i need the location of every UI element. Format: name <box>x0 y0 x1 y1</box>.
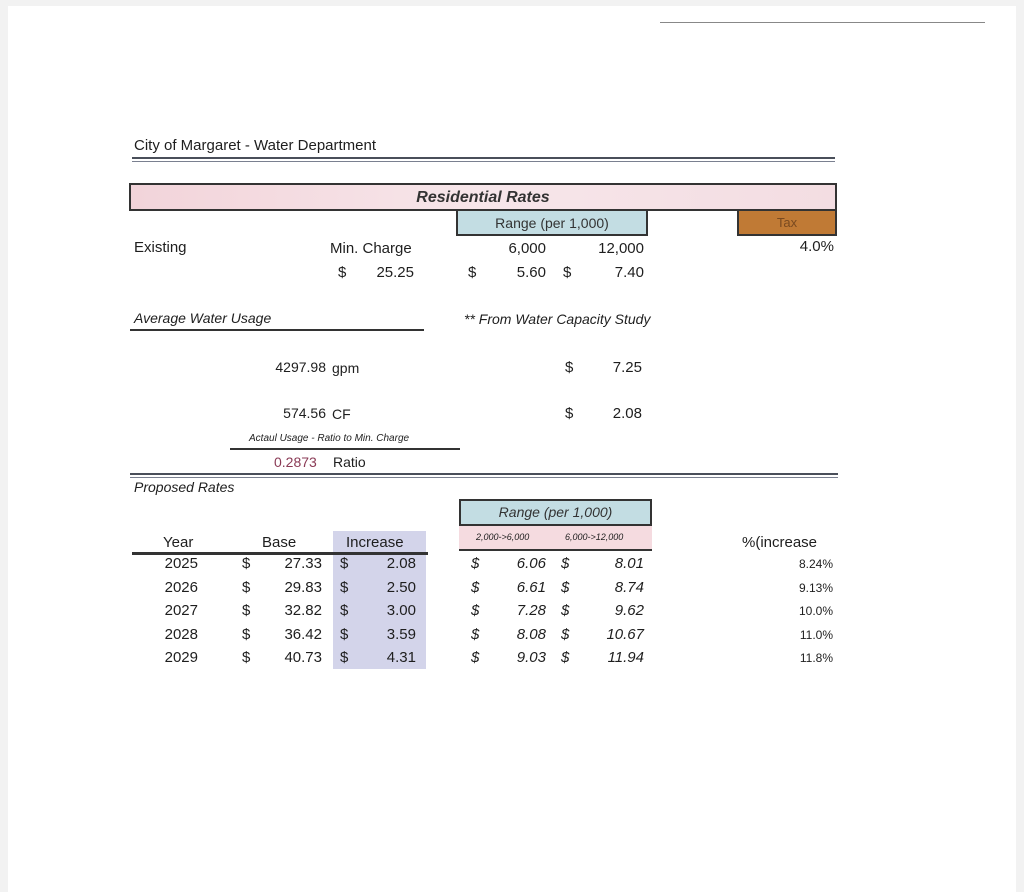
currency-symbol: $ <box>563 264 572 281</box>
cell-year: 2028 <box>164 625 198 643</box>
cell-tier1-currency: $ <box>471 649 480 666</box>
usage-rule <box>130 329 424 331</box>
cell-base: 27.33 <box>284 555 322 572</box>
cell-tier1: 6.61 <box>516 578 546 596</box>
cell-base: 32.82 <box>284 602 322 619</box>
cf-unit: CF <box>332 406 351 422</box>
residential-rates-header: Residential Rates <box>129 183 837 211</box>
tier2-label: 12,000 <box>598 240 644 257</box>
cell-tier2-currency: $ <box>561 578 570 596</box>
min-charge-value: 25.25 <box>376 264 414 281</box>
col-tier1: 2,000->6,000 <box>476 532 530 542</box>
tier1-label: 6,000 <box>508 240 546 257</box>
ratio-unit: Ratio <box>333 454 366 470</box>
cell-year: 2027 <box>164 602 198 619</box>
currency-symbol: $ <box>338 264 347 281</box>
ratio-caption: Actaul Usage - Ratio to Min. Charge <box>249 433 410 444</box>
cell-tier1-currency: $ <box>471 578 480 596</box>
cell-tier1: 8.08 <box>516 625 546 643</box>
min-charge-label: Min. Charge <box>330 240 412 257</box>
cell-base-currency: $ <box>242 649 251 666</box>
cell-base: 40.73 <box>284 649 322 666</box>
cell-tier1: 6.06 <box>516 555 546 572</box>
cell-tier1: 7.28 <box>516 602 546 619</box>
proposed-range-header: Range (per 1,000) <box>459 499 652 526</box>
col-pct-increase: %(increase <box>742 534 818 551</box>
cell-tier2-currency: $ <box>561 555 570 572</box>
cell-tier2-currency: $ <box>561 649 570 666</box>
cell-pct-increase: 10.0% <box>798 604 833 618</box>
cell-pct-increase: 8.24% <box>798 557 833 571</box>
cf-value: 574.56 <box>283 405 326 421</box>
cell-base-currency: $ <box>242 625 251 643</box>
proposed-rates-heading: Proposed Rates <box>134 479 235 495</box>
cell-tier1-currency: $ <box>471 625 480 643</box>
cell-increase-currency: $ <box>340 555 349 572</box>
col-year: Year <box>163 534 194 551</box>
cell-increase: 3.59 <box>386 625 416 643</box>
col-increase: Increase <box>346 534 404 551</box>
cell-year: 2026 <box>164 578 198 596</box>
cell-tier2-currency: $ <box>561 625 570 643</box>
document-page <box>8 6 1016 892</box>
cell-increase-currency: $ <box>340 578 349 596</box>
tax-header: Tax <box>737 209 837 236</box>
cell-pct-increase: 9.13% <box>798 580 833 595</box>
cell-pct-increase: 11.0% <box>799 627 833 642</box>
tax-value: 4.0% <box>799 238 834 255</box>
cell-increase-currency: $ <box>340 625 349 643</box>
document-title: City of Margaret - Water Department <box>134 137 377 154</box>
gpm-value: 4297.98 <box>275 359 326 375</box>
col-base: Base <box>262 534 297 551</box>
currency-symbol: $ <box>468 264 477 281</box>
cell-tier1-currency: $ <box>471 602 480 619</box>
cell-year: 2029 <box>164 649 198 666</box>
study-gpm-rate: 7.25 <box>612 359 642 376</box>
col-tier2: 6,000->12,000 <box>565 532 624 542</box>
tier-rule <box>459 549 652 551</box>
ratio-value: 0.2873 <box>274 454 317 470</box>
title-rule <box>132 157 835 162</box>
cell-base: 29.83 <box>284 578 322 596</box>
cell-base-currency: $ <box>242 555 251 572</box>
tier2-rate: 7.40 <box>614 264 644 281</box>
cell-tier1: 9.03 <box>516 649 546 666</box>
cell-increase: 2.50 <box>386 578 416 596</box>
gpm-unit: gpm <box>332 360 360 376</box>
cell-base-currency: $ <box>242 602 251 619</box>
section-rule <box>130 473 838 478</box>
currency-symbol: $ <box>565 359 574 376</box>
range-header: Range (per 1,000) <box>456 209 648 236</box>
cell-tier2: 8.01 <box>614 555 644 572</box>
tier1-rate: 5.60 <box>516 264 546 281</box>
cell-increase: 3.00 <box>386 602 416 619</box>
cell-tier2: 8.74 <box>614 578 644 596</box>
study-cf-rate: 2.08 <box>612 405 642 422</box>
cell-year: 2025 <box>164 555 198 572</box>
cell-tier2: 10.67 <box>606 625 644 643</box>
cell-tier2: 9.62 <box>614 602 644 619</box>
cell-increase-currency: $ <box>340 602 349 619</box>
cell-increase-currency: $ <box>340 649 349 666</box>
cell-tier2-currency: $ <box>561 602 570 619</box>
cell-base-currency: $ <box>242 578 251 596</box>
average-usage-heading: Average Water Usage <box>134 310 272 326</box>
top-rule <box>660 22 985 23</box>
currency-symbol: $ <box>565 405 574 422</box>
study-note: ** From Water Capacity Study <box>464 311 651 327</box>
cell-pct-increase: 11.8% <box>799 651 833 665</box>
existing-label: Existing <box>134 239 187 256</box>
cell-base: 36.42 <box>284 625 322 643</box>
cell-tier1-currency: $ <box>471 555 480 572</box>
cell-tier2: 11.94 <box>607 649 644 666</box>
cell-increase: 2.08 <box>386 555 416 572</box>
cell-increase: 4.31 <box>386 649 416 666</box>
ratio-rule <box>230 448 460 450</box>
